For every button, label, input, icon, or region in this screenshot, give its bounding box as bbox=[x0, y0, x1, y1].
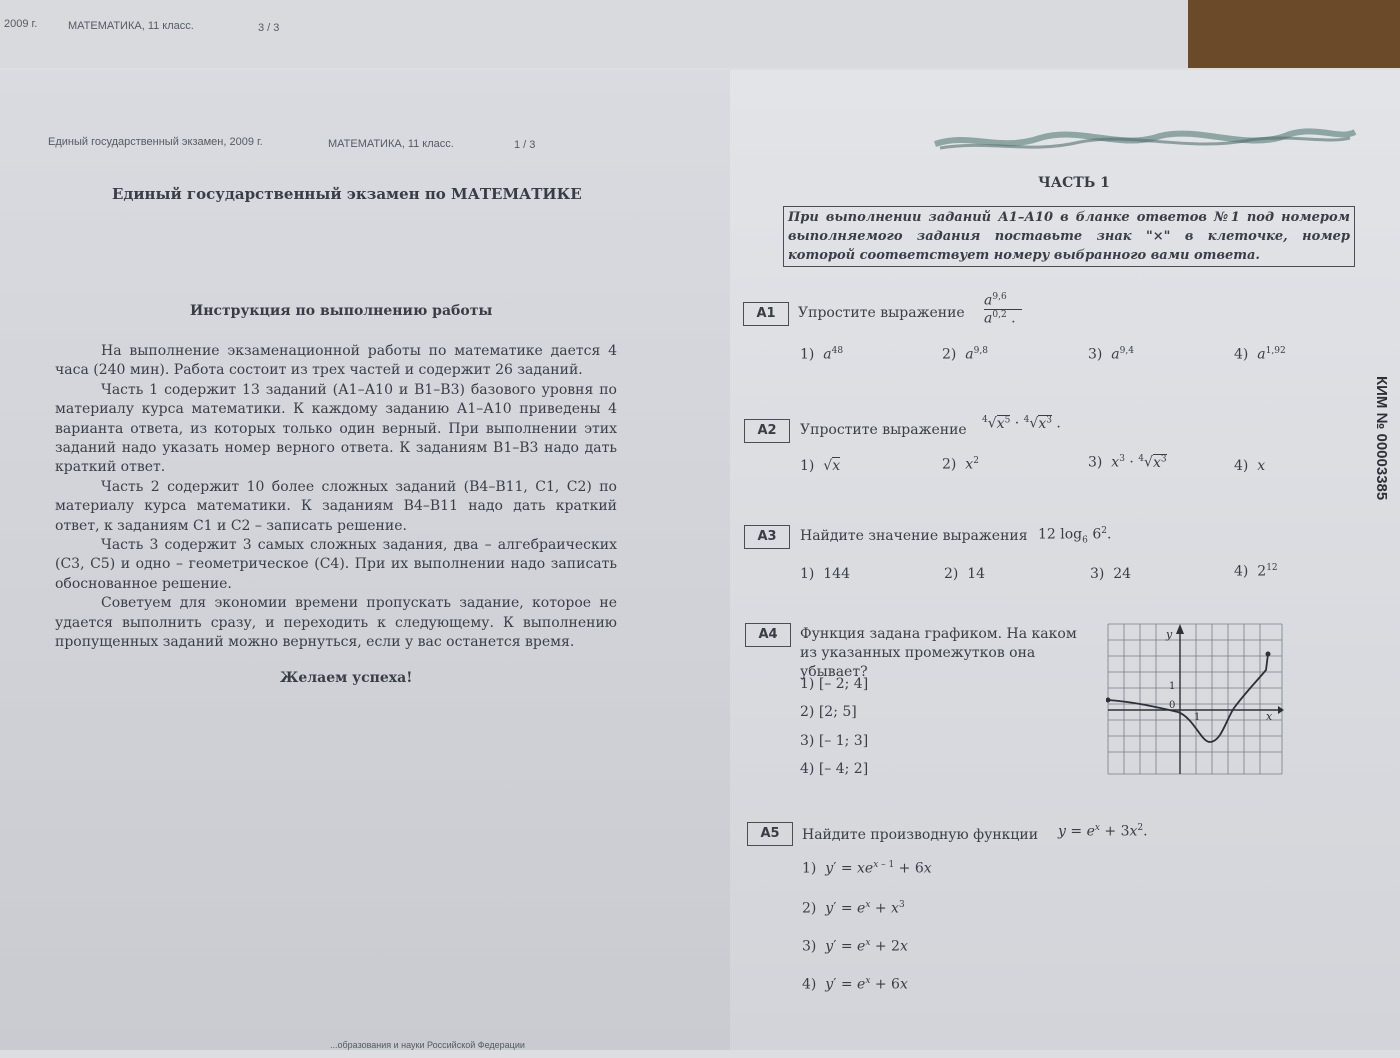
task-a4-option-1[interactable]: 1) [– 2; 4] bbox=[800, 676, 869, 692]
task-a5-text: Найдите производную функции bbox=[802, 827, 1039, 843]
paragraph: Советуем для экономии времени пропускать задание, которое не удается выполнить сразу, и переходить к следующему. К выполнению пропущенных заданий можно вернуться, если у вас останется время. bbox=[55, 595, 617, 651]
task-a1-text: Упростите выражение bbox=[798, 305, 965, 321]
task-a2-option-2[interactable]: 2) $x^2$ bbox=[942, 456, 979, 473]
scribble-mark bbox=[930, 122, 1360, 158]
task-a1-option-3[interactable]: 3) $a^{9,4}$ bbox=[1088, 346, 1134, 363]
task-label-a2: A2 bbox=[744, 419, 790, 443]
task-label-a3: A3 bbox=[744, 525, 790, 549]
task-a2-expression: $^4√x^5 \cdot ^4√x^3$ . bbox=[982, 415, 1061, 432]
footer-text: ...образования и науки Российской Федерации bbox=[330, 1040, 525, 1050]
task-a2-option-3[interactable]: 3) $x^3 \cdot ^4√x^3$ bbox=[1088, 454, 1167, 471]
paragraph: Часть 3 содержит 3 самых сложных задания, два – алгебраических (С3, С5) и одно – геометрическое (С4). При их выполнении надо записать обоснованное решение. bbox=[55, 537, 617, 592]
task-a3-option-2[interactable]: 2) 14 bbox=[944, 566, 986, 582]
task-a5-expression: $y = e^x + 3x^2$. bbox=[1058, 823, 1148, 840]
function-graph bbox=[1106, 622, 1284, 778]
svg-text:y: y bbox=[1166, 628, 1173, 641]
task-a3-text: Найдите значение выражения bbox=[800, 528, 1028, 544]
task-a3-option-4[interactable]: 4) $2^{12}$ bbox=[1234, 563, 1278, 580]
header-subject: МАТЕМАТИКА, 11 класс. bbox=[328, 138, 454, 150]
wish-text: Желаем успеха! bbox=[280, 670, 413, 686]
paragraph: Часть 2 содержит 10 более сложных заданий (В4–В11, С1, С2) по материалу курса математики. К заданиям В4–В11 надо дать краткий ответ, к заданиям С1 и С2 – записать решение. bbox=[55, 478, 617, 534]
task-label-a5: A5 bbox=[747, 822, 793, 846]
part-note: При выполнении заданий А1–А10 в бланке ответов №1 под номером выполняемого задания поставьте знак "×" в клеточке, номер которой соответствует номеру выбранного вами ответа. bbox=[783, 206, 1355, 267]
task-a1-option-1[interactable]: 1) $a^{48}$ bbox=[800, 346, 844, 363]
header-exam: Единый государственный экзамен, 2009 г. bbox=[48, 136, 263, 148]
back-page: 3 / 3 bbox=[258, 22, 280, 34]
task-a4-option-3[interactable]: 3) [– 1; 3] bbox=[800, 733, 869, 749]
desk-surface bbox=[1188, 0, 1400, 68]
paragraph: Часть 1 содержит 13 заданий (А1–А10 и В1–В3) базового уровня по материалу курса математики. К каждому заданию А1–А10 приведены 4 варианта ответа, из которых только один верный. При выполнении этих заданий надо указать номер верного ответа. К заданиям В1–В3 надо дать краткий ответ. bbox=[55, 381, 617, 476]
task-label-a4: A4 bbox=[745, 623, 791, 647]
back-subject: МАТЕМАТИКА, 11 класс. bbox=[68, 20, 194, 32]
task-a4-option-2[interactable]: 2) [2; 5] bbox=[800, 704, 857, 720]
task-a5-option-1[interactable]: 1) $y' = xe^{x - 1} + 6x$ bbox=[802, 860, 932, 877]
task-a5-option-2[interactable]: 2) $y' = e^x + x^3$ bbox=[802, 900, 905, 917]
task-a4-text: Функция задана графиком. На каком из указанных промежутков она убывает? bbox=[800, 626, 1077, 680]
task-a1-option-4[interactable]: 4) $a^{1,92}$ bbox=[1234, 346, 1286, 363]
kim-number: КИМ № 00003385 bbox=[1373, 376, 1390, 501]
task-label-a1: A1 bbox=[743, 302, 789, 326]
header-page: 1 / 3 bbox=[514, 139, 536, 151]
back-year: 2009 г. bbox=[4, 18, 38, 30]
instruction-body bbox=[55, 342, 617, 653]
instruction-title: Инструкция по выполнению работы bbox=[190, 303, 493, 319]
task-a2-option-1[interactable]: 1) √x bbox=[800, 458, 841, 474]
task-a1-expression: $a^{9,6}$ $a^{0,2}$ . bbox=[984, 292, 1022, 326]
paragraph: На выполнение экзаменационной работы по математике дается 4 часа (240 мин). Работа состоит из трех частей и содержит 26 заданий. bbox=[55, 343, 617, 379]
svg-text:0: 0 bbox=[1169, 700, 1176, 711]
task-a5-option-3[interactable]: 3) $y' = e^x + 2x$ bbox=[802, 938, 908, 955]
task-a3-option-1[interactable]: 1) 144 bbox=[800, 566, 850, 582]
task-a3-expression: 12 $\log_6 6^2$. bbox=[1038, 526, 1112, 546]
svg-text:x: x bbox=[1266, 710, 1273, 723]
svg-text:1: 1 bbox=[1169, 681, 1176, 692]
part-title: ЧАСТЬ 1 bbox=[1038, 175, 1110, 191]
document-title: Единый государственный экзамен по МАТЕМАТИКЕ bbox=[112, 185, 582, 203]
svg-text:1: 1 bbox=[1194, 712, 1201, 723]
task-a3-option-3[interactable]: 3) 24 bbox=[1090, 566, 1132, 582]
task-a1-option-2[interactable]: 2) $a^{9,8}$ bbox=[942, 346, 988, 363]
task-a2-text: Упростите выражение bbox=[800, 422, 967, 438]
task-a4-option-4[interactable]: 4) [– 4; 2] bbox=[800, 761, 869, 777]
task-a5-option-4[interactable]: 4) $y' = e^x + 6x$ bbox=[802, 976, 908, 993]
task-a2-option-4[interactable]: 4) x bbox=[1234, 458, 1266, 474]
